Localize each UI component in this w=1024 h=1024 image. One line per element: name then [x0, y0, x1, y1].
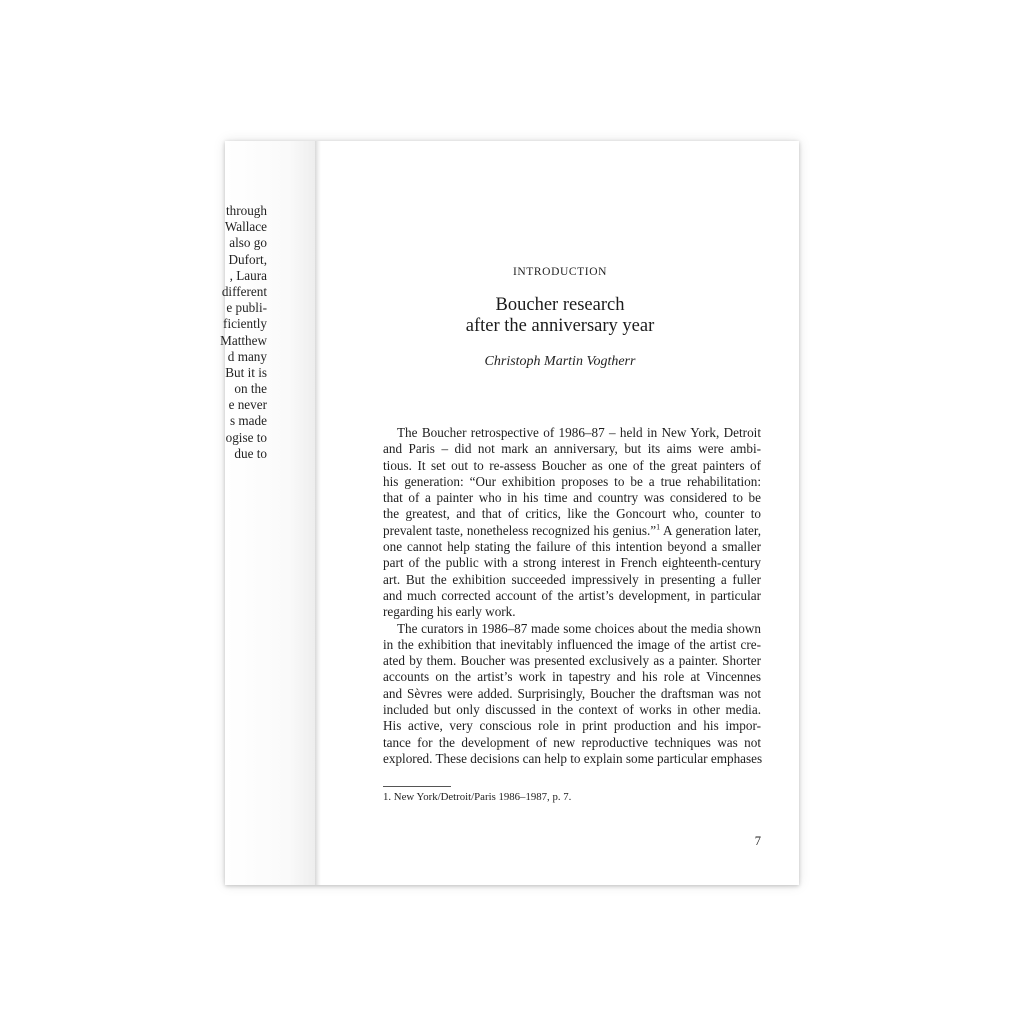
- text-line: in the exhibition that inevitably influenced the image of the artist cre-: [383, 636, 761, 652]
- left-line: due to: [234, 445, 267, 461]
- left-page-text: [67, 203, 267, 462]
- title-line: Boucher research: [495, 295, 625, 315]
- text-line: and much corrected account of the artist’s development, in particular: [383, 587, 761, 603]
- text-line: ated by them. Boucher was presented exclusively as a painter. Shorter: [383, 653, 761, 669]
- left-line: s made: [230, 413, 267, 429]
- text-line: tance for the development of new reproductive techniques was not: [383, 734, 761, 750]
- page-number: 7: [754, 834, 761, 848]
- left-line: ficiently: [223, 316, 267, 332]
- left-line: on the: [234, 381, 267, 397]
- left-line: different: [221, 283, 267, 299]
- left-line: Matthew: [220, 332, 267, 348]
- left-line: Dufort,: [228, 251, 267, 267]
- text-segment: prevalent taste, nonetheless recognized his genius.”: [383, 522, 657, 538]
- text-line-with-footnote: [383, 523, 761, 539]
- text-line: regarding his early work.: [383, 604, 516, 620]
- text-line: his generation: “Our exhibition proposes to be a true rehabilitation:: [383, 473, 761, 489]
- text-line: tious. It set out to re-assess Boucher as one of the great painters of: [383, 457, 761, 473]
- footnote-ref[interactable]: 1: [656, 522, 661, 532]
- left-line: also go: [229, 235, 267, 251]
- text-line: explored. These decisions can help to explain some particular emphases: [383, 750, 763, 766]
- left-line: ogise to: [225, 429, 267, 445]
- text-line: accounts on the artist’s work in tapestry and his role at Vincennes: [383, 669, 761, 685]
- left-line: e publi-: [226, 300, 267, 316]
- text-line: and Sèvres were added. Surprisingly, Boucher the draftsman was not: [383, 685, 761, 701]
- text-line: the greatest, and that of critics, like the Goncourt who, counter to: [383, 506, 761, 522]
- text-line: part of the public with a strong interest in French eighteenth-century: [383, 555, 761, 571]
- left-page: [220, 141, 315, 885]
- left-line: , Laura: [229, 267, 267, 283]
- text-line: one cannot help stating the failure of this intention beyond a smaller: [383, 539, 761, 555]
- text-line: The Boucher retrospective of 1986–87 – held in New York, Detroit: [397, 425, 761, 440]
- left-line: e never: [228, 397, 267, 413]
- text-segment: A generation later,: [660, 522, 761, 538]
- footnote: 1. New York/Detroit/Paris 1986–1987, p. 7.: [383, 791, 572, 803]
- text-line: and Paris – did not mark an anniversary, but its aims were ambi-: [383, 441, 761, 457]
- text-line: art. But the exhibition succeeded impressively in presenting a fuller: [383, 571, 761, 587]
- left-line: But it is: [225, 364, 267, 380]
- chapter-title: [321, 295, 799, 337]
- left-line: through: [225, 203, 267, 218]
- text-line: included but only discussed in the context of works in other media.: [383, 702, 761, 718]
- right-page: [321, 141, 799, 885]
- left-line: d many: [227, 348, 267, 364]
- text-line: that of a painter who in his time and country was considered to be: [383, 490, 761, 506]
- section-label: INTRODUCTION: [512, 266, 608, 278]
- body-text: [383, 425, 761, 767]
- left-line: Wallace: [224, 219, 267, 235]
- footnote-divider: [383, 786, 451, 787]
- title-line: after the anniversary year: [465, 316, 655, 336]
- author-name: Christoph Martin Vogtherr: [484, 354, 636, 369]
- text-line: The curators in 1986–87 made some choices about the media shown: [397, 620, 761, 636]
- book-spread: [220, 141, 799, 885]
- text-line: His active, very conscious role in print production and his impor-: [383, 718, 761, 734]
